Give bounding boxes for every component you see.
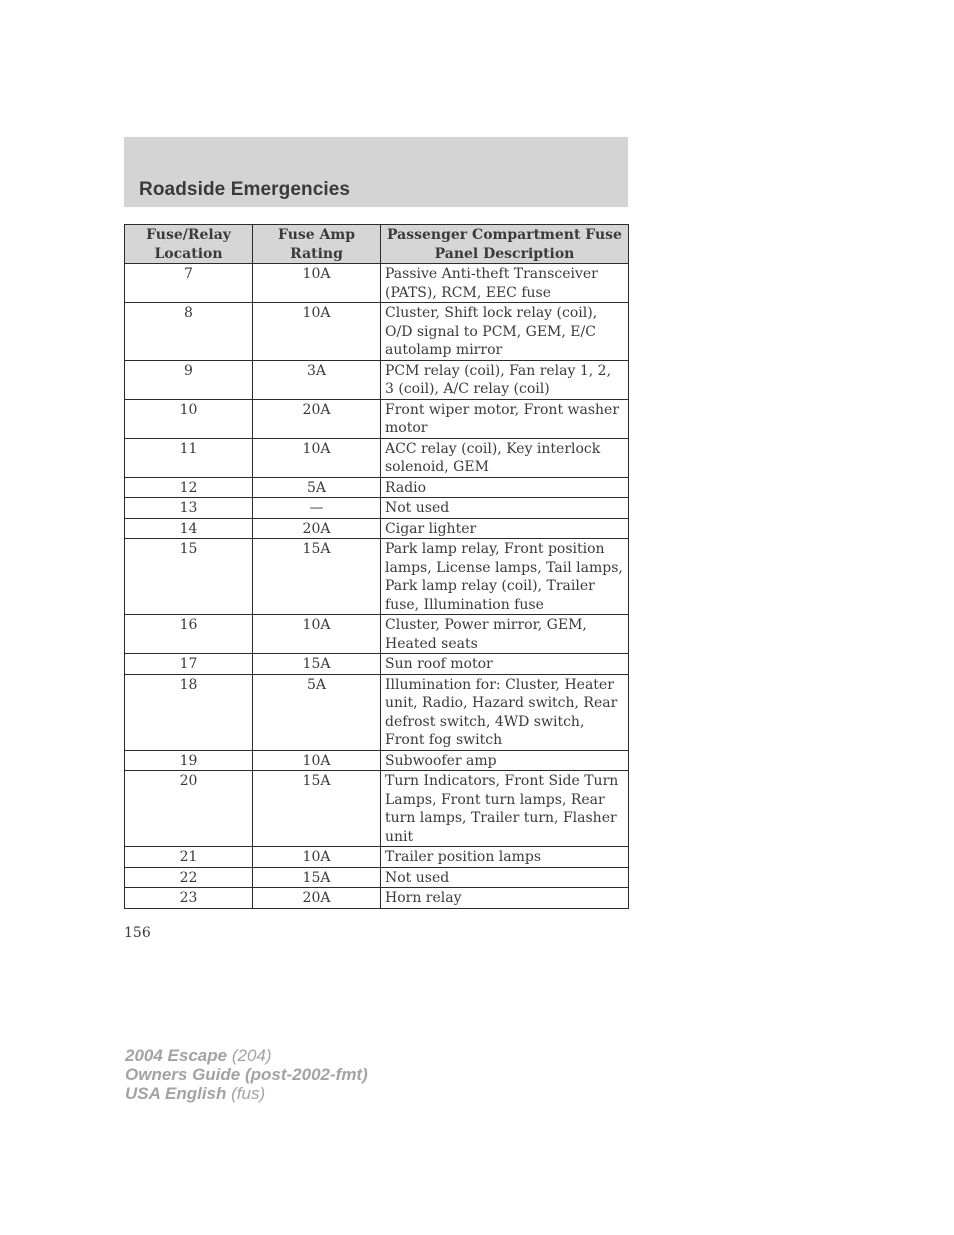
table-row [125, 518, 629, 539]
cell-description: Turn Indicators, Front Side Turn Lamps, Front turn lamps, Rear turn lamps, Trailer turn, Flasher unit [381, 771, 629, 847]
page-number: 156 [124, 925, 151, 941]
cell-rating: 20A [253, 888, 381, 909]
cell-description: Not used [381, 867, 629, 888]
cell-rating: 10A [253, 438, 381, 477]
cell-rating: 15A [253, 654, 381, 675]
table-row [125, 867, 629, 888]
cell-rating: 15A [253, 539, 381, 615]
cell-rating: 15A [253, 867, 381, 888]
cell-location: 10 [125, 399, 253, 438]
cell-rating: 5A [253, 477, 381, 498]
cell-description: Passive Anti-theft Transceiver (PATS), RCM, EEC fuse [381, 264, 629, 303]
cell-description: Cluster, Shift lock relay (coil), O/D signal to PCM, GEM, E/C autolamp mirror [381, 303, 629, 361]
cell-description: Front wiper motor, Front washer motor [381, 399, 629, 438]
footer-model-code: (204) [231, 1046, 272, 1065]
cell-location: 16 [125, 615, 253, 654]
cell-description: Not used [381, 498, 629, 519]
cell-rating: 5A [253, 674, 381, 750]
cell-rating: 10A [253, 847, 381, 868]
table-row [125, 674, 629, 750]
cell-description: Horn relay [381, 888, 629, 909]
table-row [125, 771, 629, 847]
footer-line-language [125, 1084, 368, 1103]
cell-rating: 10A [253, 750, 381, 771]
footer-guide: Owners Guide (post-2002-fmt) [125, 1065, 368, 1084]
cell-location: 17 [125, 654, 253, 675]
table-row [125, 264, 629, 303]
table-row [125, 498, 629, 519]
table-body [125, 264, 629, 909]
cell-location: 19 [125, 750, 253, 771]
cell-location: 7 [125, 264, 253, 303]
cell-description: Cigar lighter [381, 518, 629, 539]
cell-location: 21 [125, 847, 253, 868]
cell-location: 13 [125, 498, 253, 519]
footer-model: 2004 Escape [125, 1046, 228, 1065]
column-header-description: Passenger Compartment Fuse Panel Description [381, 225, 629, 264]
table-row [125, 654, 629, 675]
cell-description: PCM relay (coil), Fan relay 1, 2, 3 (coil), A/C relay (coil) [381, 360, 629, 399]
cell-location: 18 [125, 674, 253, 750]
cell-description: Park lamp relay, Front position lamps, License lamps, Tail lamps, Park lamp relay (coil), Trailer fuse, Illumination fuse [381, 539, 629, 615]
table-row [125, 438, 629, 477]
table-row [125, 847, 629, 868]
table-row [125, 399, 629, 438]
table-row [125, 477, 629, 498]
footer-language: USA English [125, 1084, 227, 1103]
cell-description: Illumination for: Cluster, Heater unit, Radio, Hazard switch, Rear defrost switch, 4WD switch, Front fog switch [381, 674, 629, 750]
cell-rating: 15A [253, 771, 381, 847]
fuse-table [124, 224, 629, 909]
table-header-row [125, 225, 629, 264]
cell-description: Subwoofer amp [381, 750, 629, 771]
cell-location: 23 [125, 888, 253, 909]
column-header-location: Fuse/Relay Location [125, 225, 253, 264]
table-row [125, 888, 629, 909]
table-row [125, 303, 629, 361]
column-header-rating: Fuse Amp Rating [253, 225, 381, 264]
section-header-band [124, 137, 628, 207]
section-title: Roadside Emergencies [139, 179, 351, 200]
footer-line-guide [125, 1065, 368, 1084]
cell-rating: 10A [253, 264, 381, 303]
cell-description: Cluster, Power mirror, GEM, Heated seats [381, 615, 629, 654]
document-footer [125, 1046, 368, 1103]
cell-location: 12 [125, 477, 253, 498]
cell-rating: 3A [253, 360, 381, 399]
cell-rating: — [253, 498, 381, 519]
cell-description: ACC relay (coil), Key interlock solenoid, GEM [381, 438, 629, 477]
table-row [125, 615, 629, 654]
cell-description: Radio [381, 477, 629, 498]
footer-line-model [125, 1046, 368, 1065]
cell-description: Sun roof motor [381, 654, 629, 675]
cell-location: 9 [125, 360, 253, 399]
cell-rating: 20A [253, 518, 381, 539]
cell-rating: 20A [253, 399, 381, 438]
cell-location: 11 [125, 438, 253, 477]
cell-rating: 10A [253, 615, 381, 654]
cell-rating: 10A [253, 303, 381, 361]
table-row [125, 360, 629, 399]
table-row [125, 750, 629, 771]
cell-location: 22 [125, 867, 253, 888]
cell-location: 8 [125, 303, 253, 361]
cell-location: 15 [125, 539, 253, 615]
cell-location: 20 [125, 771, 253, 847]
cell-location: 14 [125, 518, 253, 539]
footer-language-code: (fus) [231, 1084, 266, 1103]
table-row [125, 539, 629, 615]
cell-description: Trailer position lamps [381, 847, 629, 868]
